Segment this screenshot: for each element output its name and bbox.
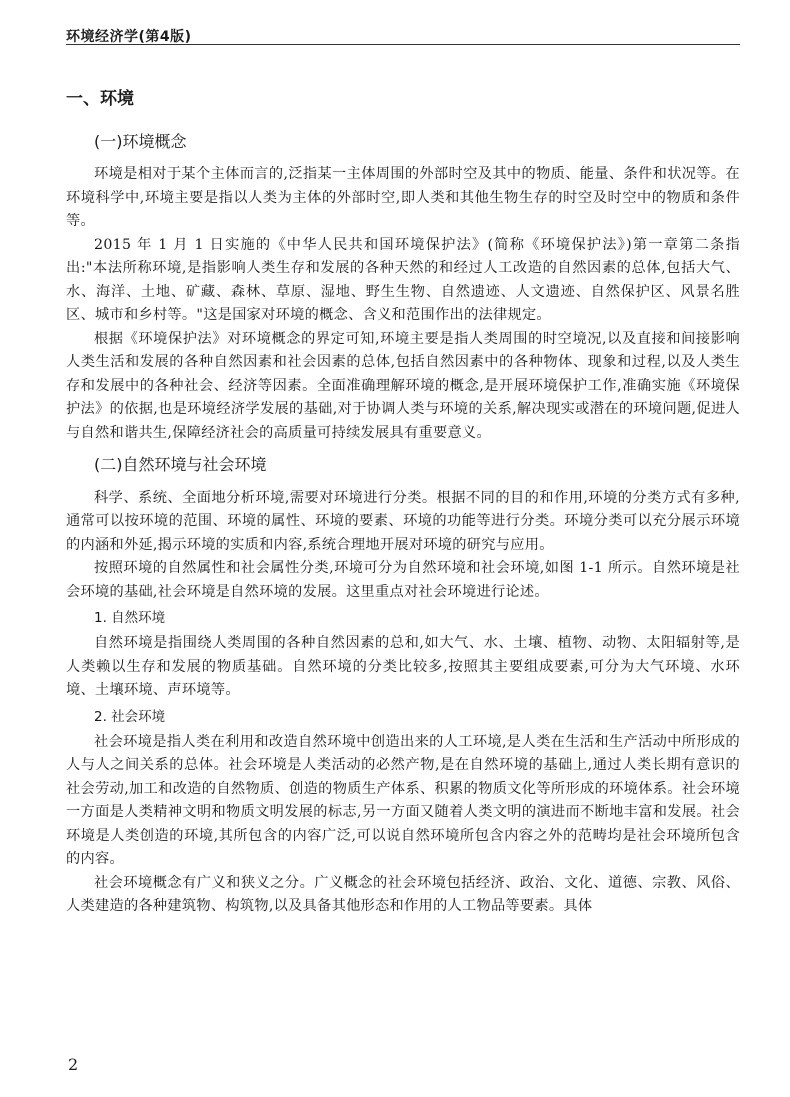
paragraph: 社会环境是指人类在利用和改造自然环境中创造出来的人工环境,是人类在生活和生产活动中所形成的人与人之间关系的总体。社会环境是人类活动的必然产物,是在自然环境的基础上,通过人类长期有意识的社会劳动,加工和改造的自然物质、创造的物质生产体系、积累的物质文化等所形成的环境体系。社会环境一方面是人类精神文明和物质文明发展的标志,另一方面又随着人类文明的演进而不断地丰富和发展。社会环境是人类创造的环境,其所包含的内容广泛,可以说自然环境所包含内容之外的范畴均是社会环境所包含的内容。 [66,733,740,867]
paragraph: 社会环境概念有广义和狭义之分。广义概念的社会环境包括经济、政治、文化、道德、宗教、风俗、人类建造的各种建筑物、构筑物,以及具备其他形态和作用的人工物品等要素。具体 [66,874,740,914]
item-heading-natural-environment: 1. 自然环境 [94,610,166,626]
header-rule [66,44,740,45]
section-heading: 一、环境 [66,89,134,109]
item-heading-social-environment: 2. 社会环境 [94,708,166,725]
subsection-heading-natural-social: (二)自然环境与社会环境 [94,455,267,474]
paragraph: 按照环境的自然属性和社会属性分类,环境可分为自然环境和社会环境,如图 1-1 所示。自然环境是社会环境的基础,社会环境是自然环境的发展。这里重点对社会环境进行论述。 [66,560,740,600]
page-content [66,88,740,919]
paragraph: 2015 年 1 月 1 日实施的《中华人民共和国环境保护法》(简称《环境保护法》)第一章第二条指出:"本法所称环境,是指影响人类生存和发展的各种天然的和经过人工改造的自然因素的总体,包括大气、水、海洋、土地、矿藏、森林、草原、湿地、野生生物、自然遗迹、人文遗迹、自然保护区、风景名胜区、城市和乡村等。"这是国家对环境的概念、含义和范围作出的法律规定。 [66,236,740,323]
paragraph: 环境是相对于某个主体而言的,泛指某一主体周围的外部时空及其中的物质、能量、条件和状况等。在环境科学中,环境主要是指以人类为主体的外部时空,即人类和其他生物生存的时空及时空中的物质和条件等。 [66,166,740,229]
paragraph: 自然环境是指围绕人类周围的各种自然因素的总和,如大气、水、土壤、植物、动物、太阳辐射等,是人类赖以生存和发展的物质基础。自然环境的分类比较多,按照其主要组成要素,可分为大气环境、水环境、土壤环境、声环境等。 [66,635,740,698]
subsection-heading-concept: (一)环境概念 [94,131,187,151]
running-header-title: 环境经济学(第4版) [66,29,192,45]
paragraph: 根据《环境保护法》对环境概念的界定可知,环境主要是指人类周围的时空境况,以及直接和间接影响人类生活和发展的各种自然因素和社会因素的总体,包括自然因素中的各种物体、现象和过程,以及人类生存和发展中的各种社会、经济等因素。全面准确理解环境的概念,是开展环境保护工作,准确实施《环境保护法》的依据,也是环境经济学发展的基础,对于协调人类与环境的关系,解决现实或潜在的环境问题,促进人与自然和谐共生,保障经济社会的高质量可持续发展具有重要意义。 [66,330,740,441]
page-number: 2 [68,1055,79,1074]
paragraph: 科学、系统、全面地分析环境,需要对环境进行分类。根据不同的目的和作用,环境的分类方式有多种,通常可以按环境的范围、环境的属性、环境的要素、环境的功能等进行分类。环境分类可以充分展示环境的内涵和外延,揭示环境的实质和内容,系统合理地开展对环境的研究与应用。 [66,489,740,553]
